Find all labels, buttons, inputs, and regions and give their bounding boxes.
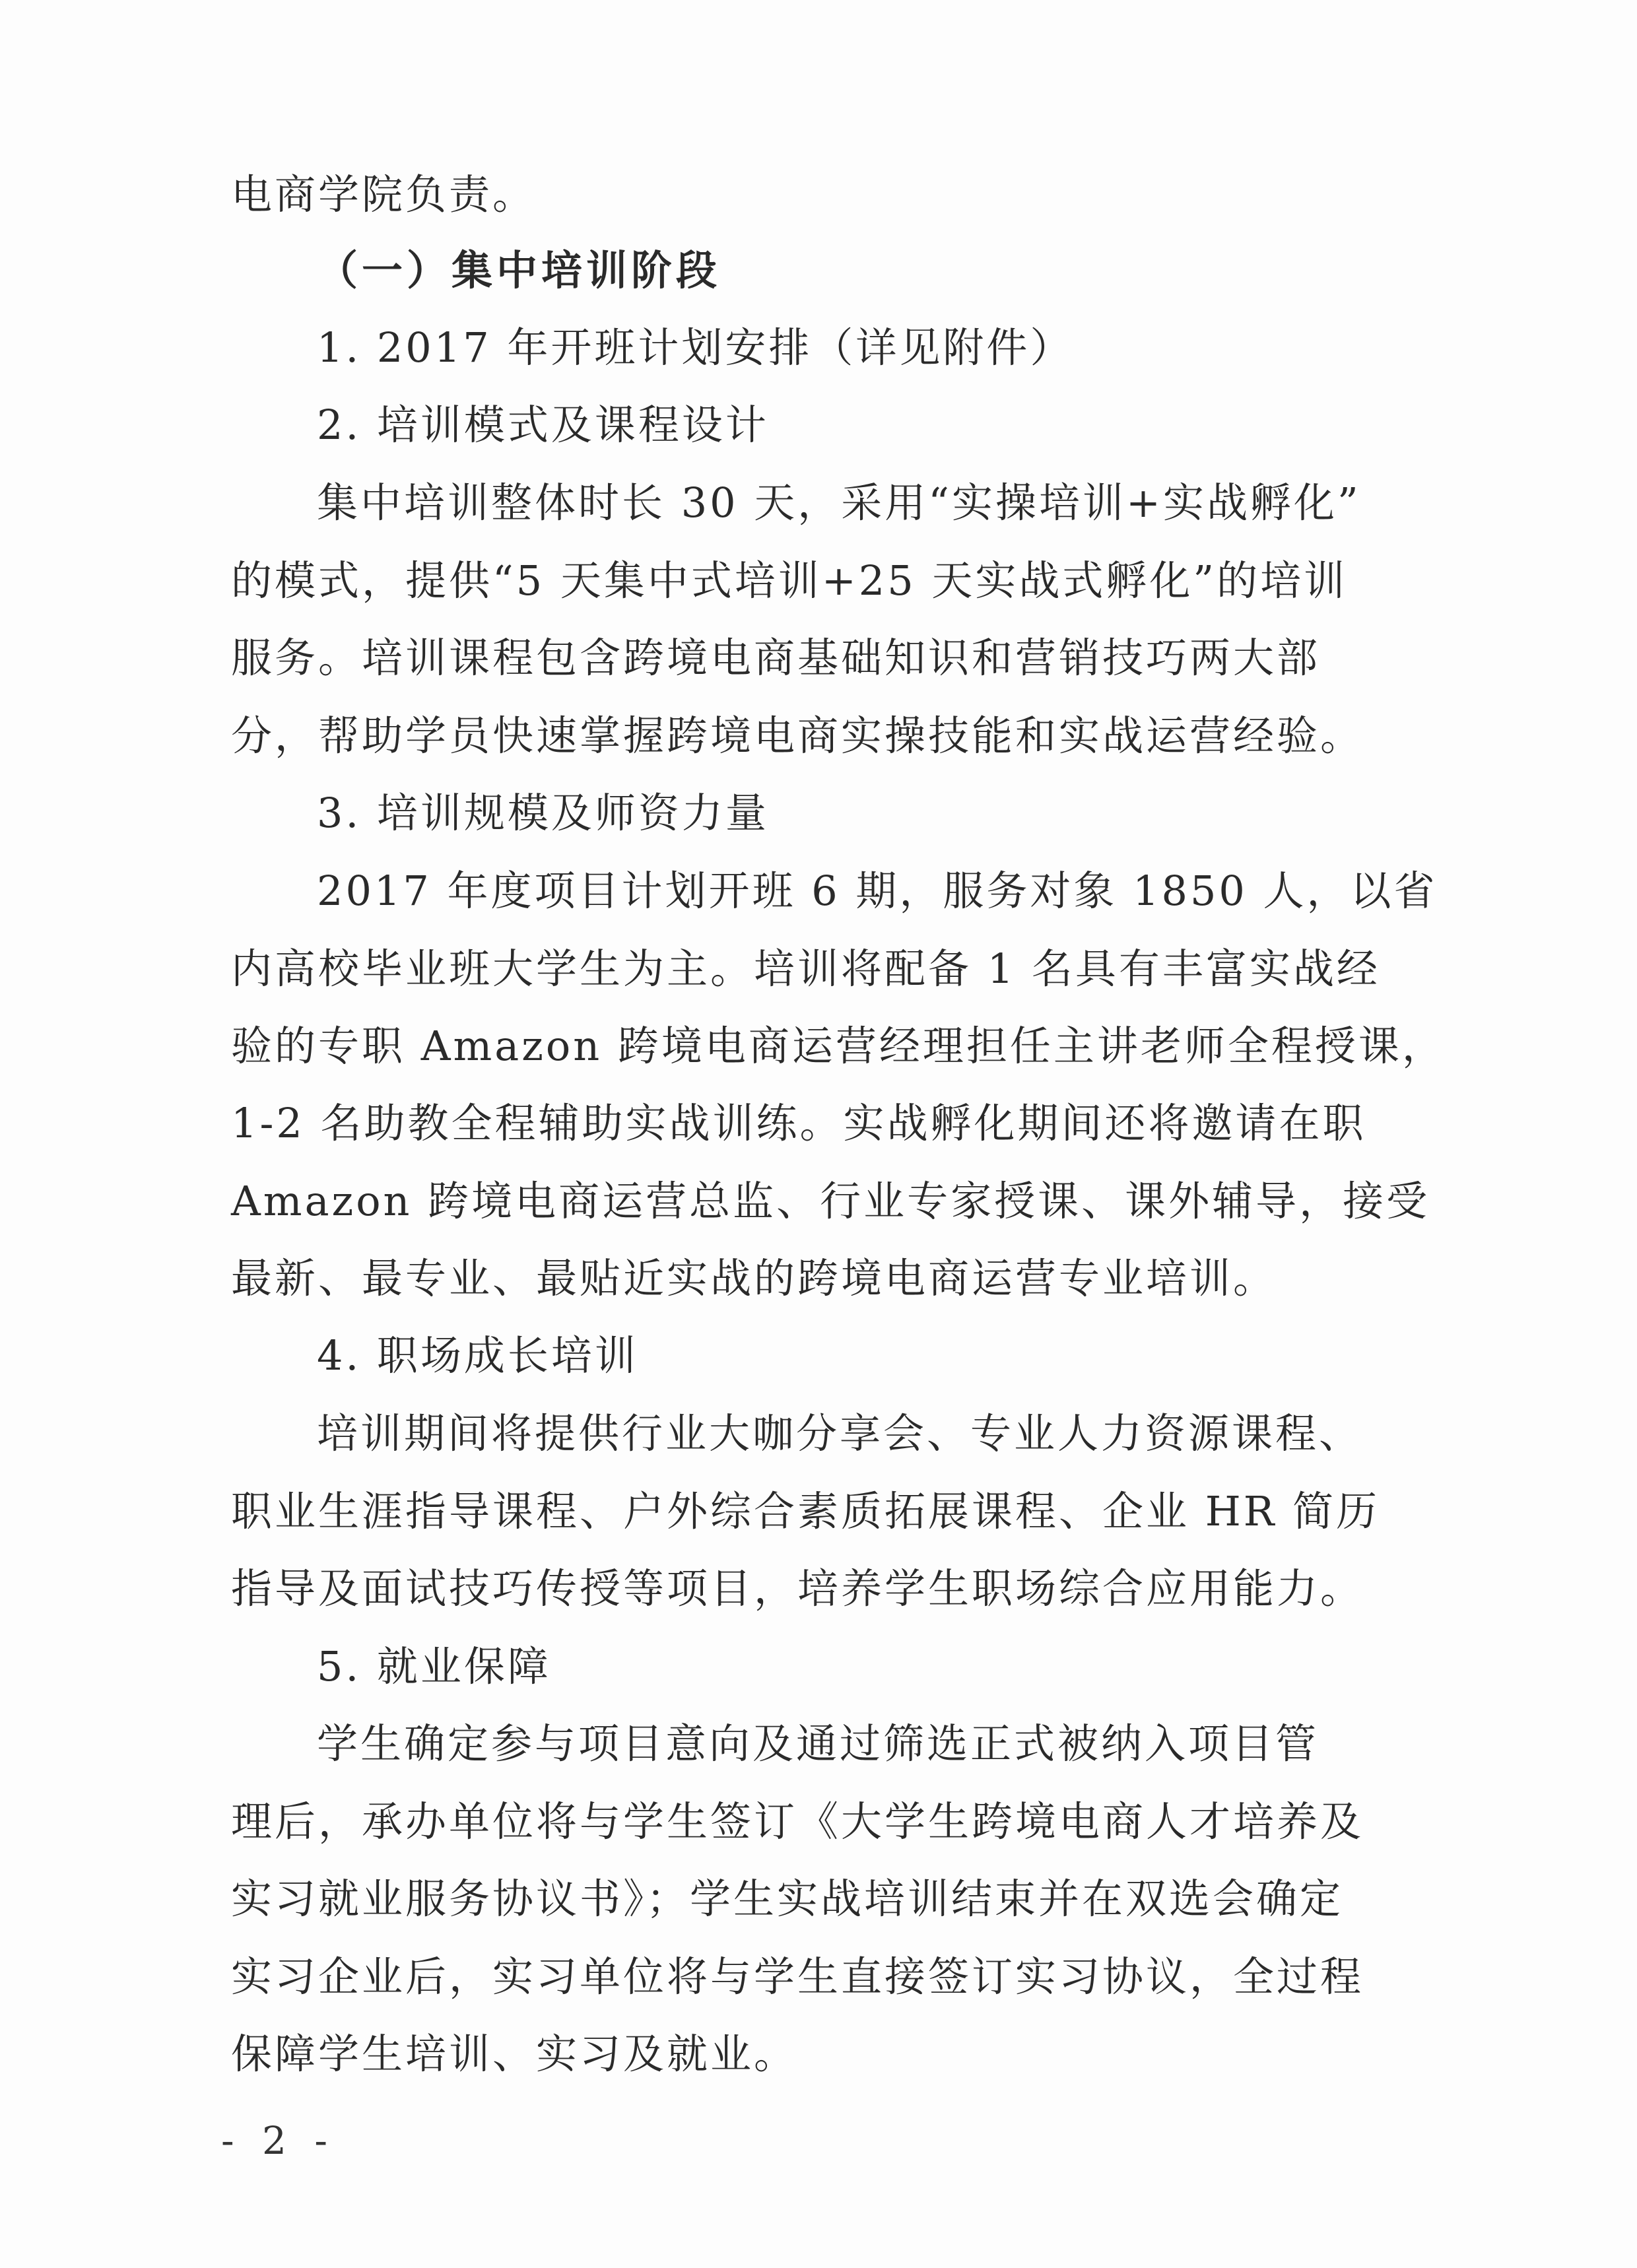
paragraph-line: 指导及面试技巧传授等项目，培养学生职场综合应用能力。 [231,1564,1364,1613]
paragraph-line: 理后，承办单位将与学生签订《大学生跨境电商人才培养及 [231,1797,1364,1846]
subsection-heading: 1. 2017 年开班计划安排（详见附件） [317,323,1074,372]
paragraph-line: 保障学生培训、实习及就业。 [231,2030,798,2078]
paragraph-line: 职业生涯指导课程、户外综合素质拓展课程、企业 HR 简历 [231,1487,1380,1535]
subsection-heading: 5. 就业保障 [317,1642,551,1690]
paragraph-line: 实习企业后，实习单位将与学生直接签订实习协议，全过程 [231,1952,1364,2001]
paragraph-line: 的模式，提供“5 天集中式培训+25 天实战式孵化”的培训 [231,556,1348,605]
subsection-heading: 3. 培训规模及师资力量 [317,789,769,837]
subsection-heading: 2. 培训模式及课程设计 [317,401,769,449]
paragraph-line: 电商学院负责。 [231,170,537,218]
page-number: - 2 - [221,2118,335,2163]
paragraph-line: 1-2 名助教全程辅助实战训练。实战孵化期间还将邀请在职 [231,1099,1366,1147]
paragraph-line: 培训期间将提供行业大咖分享会、专业人力资源课程、 [317,1409,1363,1457]
paragraph-line: 2017 年度项目计划开班 6 期，服务对象 1850 人，以省 [317,867,1438,915]
paragraph-line: 服务。培训课程包含跨境电商基础知识和营销技巧两大部 [231,634,1321,682]
paragraph-line: 最新、最专业、最贴近实战的跨境电商运营专业培训。 [231,1254,1277,1302]
subsection-heading: 4. 职场成长培训 [317,1331,638,1380]
paragraph-line: 实习就业服务协议书》；学生实战培训结束并在双选会确定 [231,1875,1344,1923]
paragraph-line: 分，帮助学员快速掌握跨境电商实操技能和实战运营经验。 [231,712,1364,760]
paragraph-line: 验的专职 Amazon 跨境电商运营经理担任主讲老师全程授课， [231,1022,1446,1070]
paragraph-line: 内高校毕业班大学生为主。培训将配备 1 名具有丰富实战经 [231,945,1380,993]
paragraph-line: 学生确定参与项目意向及通过筛选正式被纳入项目管 [317,1719,1320,1768]
paragraph-line: 集中培训整体时长 30 天，采用“实操培训+实战孵化” [317,479,1361,527]
section-heading: （一）集中培训阶段 [317,246,721,294]
paragraph-line: Amazon 跨境电商运营总监、行业专家授课、课外辅导，接受 [231,1177,1430,1225]
